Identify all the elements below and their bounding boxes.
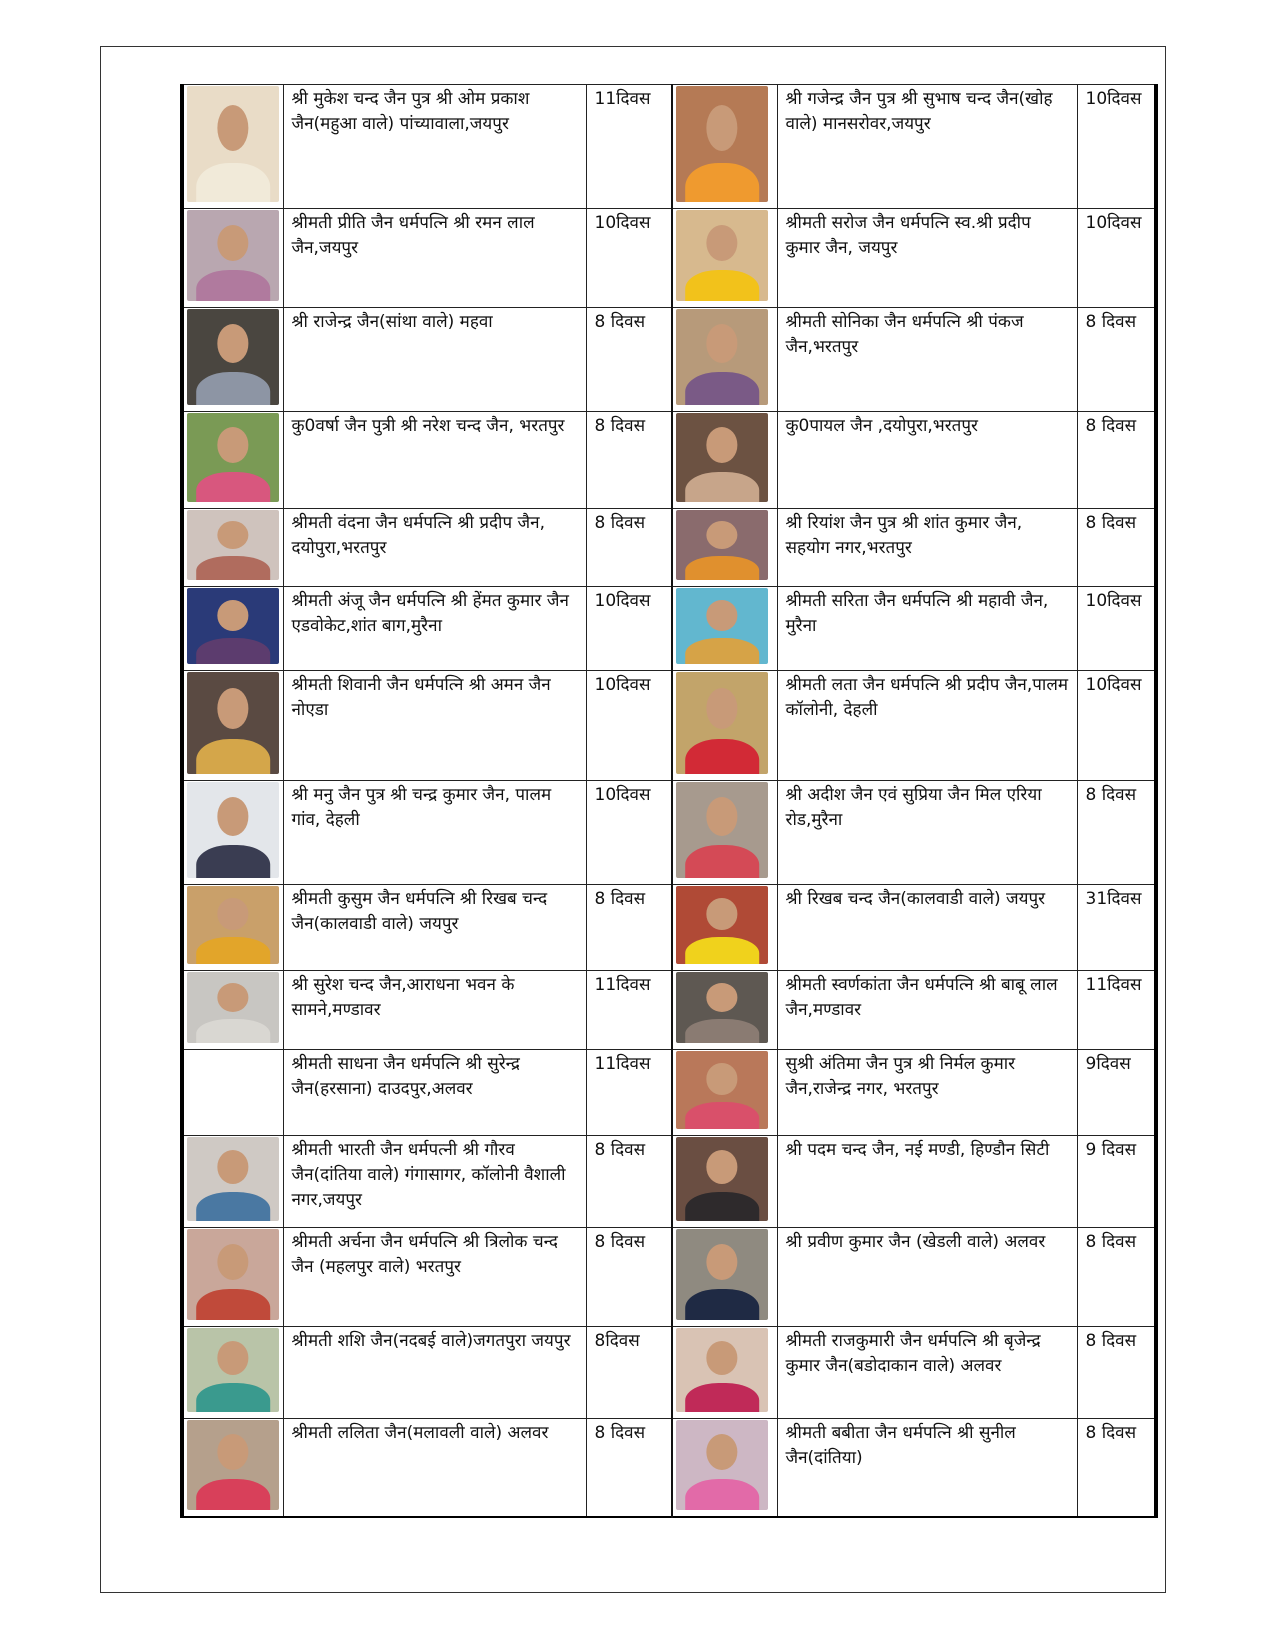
person-photo [187,510,279,580]
table-row [182,885,1156,971]
left-name-cell: श्रीमती शशि जैन(नदबई वाले)जगतपुरा जयपुर [283,1327,586,1419]
photo-head-shape [217,324,248,362]
left-days-cell: 10दिवस [586,671,672,781]
photo-head-shape [706,427,737,463]
photo-torso-shape [196,556,270,580]
person-photo [676,510,768,580]
photo-head-shape [706,898,737,929]
photo-head-shape [706,105,737,151]
photo-head-shape [706,983,737,1011]
roster-table [180,84,1158,1518]
right-photo-cell [672,1419,777,1517]
left-name-cell: श्री सुरेश चन्द जैन,आराधना भवन के सामने,मण्डावर [283,971,586,1050]
photo-head-shape [217,797,248,835]
right-photo-cell [672,1228,777,1327]
photo-head-shape [217,898,248,929]
left-photo-cell [182,1228,283,1327]
right-photo-cell [672,781,777,885]
photo-head-shape [706,600,737,630]
right-days-cell: 31दिवस [1077,885,1156,971]
left-photo-cell [182,671,283,781]
left-days-cell: 8 दिवस [586,1136,672,1228]
right-photo-cell [672,209,777,308]
photo-torso-shape [196,845,270,878]
right-name-cell: श्रीमती सरिता जैन धर्मपत्नि श्री महावी जैन, मुरैना [777,587,1077,671]
photo-head-shape [706,1063,737,1094]
right-name-cell: कु0पायल जैन ,दयोपुरा,भरतपुर [777,412,1077,509]
photo-head-shape [217,1244,248,1280]
right-photo-cell [672,308,777,412]
left-name-cell: श्रीमती प्रीति जैन धर्मपत्नि श्री रमन लाल जैन,जयपुर [283,209,586,308]
person-photo [676,672,768,774]
left-name-cell: श्री मनु जैन पुत्र श्री चन्द्र कुमार जैन, पालम गांव, देहली [283,781,586,885]
table-row [182,1228,1156,1327]
left-days-cell: 11दिवस [586,85,672,209]
right-name-cell: श्रीमती बबीता जैन धर्मपत्नि श्री सुनील जैन(दांतिया) [777,1419,1077,1517]
photo-torso-shape [196,739,270,774]
table-row [182,971,1156,1050]
left-name-cell: श्रीमती वंदना जैन धर्मपत्नि श्री प्रदीप जैन, दयोपुरा,भरतपुर [283,509,586,587]
right-days-cell: 10दिवस [1077,587,1156,671]
right-photo-cell [672,971,777,1050]
person-photo [676,309,768,405]
left-photo-cell [182,308,283,412]
right-name-cell: श्री प्रवीण कुमार जैन (खेडली वाले) अलवर [777,1228,1077,1327]
photo-head-shape [706,1244,737,1280]
right-name-cell: श्री रिखब चन्द जैन(कालवाडी वाले) जयपुर [777,885,1077,971]
left-days-cell: 10दिवस [586,209,672,308]
right-days-cell: 8 दिवस [1077,308,1156,412]
photo-torso-shape [196,472,270,502]
person-photo [187,886,279,964]
photo-torso-shape [685,845,759,878]
photo-torso-shape [685,1192,759,1221]
photo-head-shape [706,1150,737,1184]
left-photo-cell [182,971,283,1050]
right-name-cell: श्रीमती सोनिका जैन धर्मपत्नि श्री पंकज जैन,भरतपुर [777,308,1077,412]
table-row [182,509,1156,587]
right-days-cell: 10दिवस [1077,85,1156,209]
right-days-cell: 8 दिवस [1077,1228,1156,1327]
photo-head-shape [217,1341,248,1375]
person-photo [187,782,279,878]
right-photo-cell [672,1327,777,1419]
person-photo [187,672,279,774]
photo-head-shape [706,1341,737,1375]
photo-torso-shape [685,937,759,964]
left-name-cell: श्रीमती शिवानी जैन धर्मपत्नि श्री अमन जैन नोएडा [283,671,586,781]
roster-table-wrap [180,84,1154,1518]
table-row [182,1419,1156,1517]
left-name-cell: श्रीमती अंजू जैन धर्मपत्नि श्री हेंमत कुमार जैन एडवोकेट,शांत बाग,मुरैना [283,587,586,671]
right-name-cell: श्रीमती लता जैन धर्मपत्नि श्री प्रदीप जैन,पालम कॉलोनी, देहली [777,671,1077,781]
left-photo-cell [182,85,283,209]
left-photo-cell [182,587,283,671]
table-row [182,781,1156,885]
person-photo [187,1229,279,1320]
photo-head-shape [217,105,248,151]
right-name-cell: श्री गजेन्द्र जैन पुत्र श्री सुभाष चन्द जैन(खोह वाले) मानसरोवर,जयपुर [777,85,1077,209]
photo-torso-shape [685,1479,759,1510]
right-photo-cell [672,412,777,509]
left-name-cell: श्रीमती कुसुम जैन धर्मपत्नि श्री रिखब चन्द जैन(कालवाडी वाले) जयपुर [283,885,586,971]
right-days-cell: 8 दिवस [1077,1419,1156,1517]
left-name-cell: श्रीमती साधना जैन धर्मपत्नि श्री सुरेन्द्र जैन(हरसाना) दाउदपुर,अलवर [283,1050,586,1136]
right-photo-cell [672,1050,777,1136]
photo-head-shape [217,688,248,729]
photo-head-shape [217,521,248,549]
photo-torso-shape [685,638,759,664]
photo-torso-shape [196,937,270,964]
right-days-cell: 10दिवस [1077,209,1156,308]
photo-head-shape [217,225,248,261]
table-row [182,671,1156,781]
person-photo [676,1137,768,1221]
table-row [182,587,1156,671]
left-days-cell: 8 दिवस [586,412,672,509]
photo-torso-shape [685,739,759,774]
right-days-cell: 8 दिवस [1077,1327,1156,1419]
person-photo [187,972,279,1043]
right-name-cell: श्री पदम चन्द जैन, नई मण्डी, हिण्डौन सिटी [777,1136,1077,1228]
left-name-cell: कु0वर्षा जैन पुत्री श्री नरेश चन्द जैन, भरतपुर [283,412,586,509]
table-row [182,308,1156,412]
person-photo [187,86,279,202]
person-photo [187,588,279,664]
left-photo-cell [182,1136,283,1228]
photo-torso-shape [196,638,270,664]
person-photo [187,1328,279,1412]
photo-torso-shape [685,1289,759,1320]
left-days-cell: 8 दिवस [586,1228,672,1327]
photo-head-shape [217,427,248,463]
photo-torso-shape [196,1019,270,1043]
person-photo [676,86,768,202]
person-photo [676,1420,768,1510]
right-photo-cell [672,885,777,971]
photo-torso-shape [685,1102,759,1129]
left-photo-cell [182,1419,283,1517]
left-days-cell: 11दिवस [586,1050,672,1136]
left-days-cell: 8 दिवस [586,509,672,587]
right-name-cell: श्रीमती राजकुमारी जैन धर्मपत्नि श्री बृजेन्द्र कुमार जैन(बडोदाकान वाले) अलवर [777,1327,1077,1419]
table-row [182,1050,1156,1136]
photo-torso-shape [196,1289,270,1320]
left-photo-cell [182,1327,283,1419]
photo-head-shape [217,1434,248,1470]
photo-torso-shape [685,472,759,502]
person-photo [676,413,768,502]
photo-torso-shape [196,372,270,405]
right-name-cell: श्री अदीश जैन एवं सुप्रिया जैन मिल एरिया रोड,मुरैना [777,781,1077,885]
person-photo [187,1137,279,1221]
left-days-cell: 10दिवस [586,781,672,885]
person-photo [676,972,768,1043]
left-name-cell: श्री मुकेश चन्द जैन पुत्र श्री ओम प्रकाश जैन(महुआ वाले) पांच्यावाला,जयपुर [283,85,586,209]
left-photo-cell [182,1050,283,1136]
left-photo-cell [182,509,283,587]
right-photo-cell [672,671,777,781]
left-days-cell: 8 दिवस [586,308,672,412]
right-days-cell: 10दिवस [1077,671,1156,781]
photo-head-shape [706,797,737,835]
table-row [182,209,1156,308]
left-name-cell: श्रीमती भारती जैन धर्मपत्नी श्री गौरव जैन(दांतिया वाले) गंगासागर, कॉलोनी वैशाली नगर,जयपुर [283,1136,586,1228]
left-days-cell: 8 दिवस [586,885,672,971]
table-row [182,1136,1156,1228]
right-days-cell: 9 दिवस [1077,1136,1156,1228]
photo-torso-shape [685,556,759,580]
photo-torso-shape [685,1383,759,1412]
left-name-cell: श्री राजेन्द्र जैन(सांथा वाले) महवा [283,308,586,412]
left-photo-cell [182,412,283,509]
person-photo [187,210,279,301]
right-days-cell: 8 दिवस [1077,781,1156,885]
photo-head-shape [217,1150,248,1184]
right-days-cell: 8 दिवस [1077,509,1156,587]
table-row [182,1327,1156,1419]
photo-head-shape [217,600,248,630]
photo-torso-shape [196,1383,270,1412]
right-photo-cell [672,1136,777,1228]
photo-torso-shape [685,270,759,301]
right-name-cell: श्री रियांश जैन पुत्र श्री शांत कुमार जैन, सहयोग नगर,भरतपुर [777,509,1077,587]
left-days-cell: 8दिवस [586,1327,672,1419]
photo-head-shape [706,324,737,362]
photo-torso-shape [685,372,759,405]
table-row [182,412,1156,509]
person-photo [676,1229,768,1320]
photo-torso-shape [196,163,270,202]
left-photo-cell [182,781,283,885]
right-days-cell: 9दिवस [1077,1050,1156,1136]
person-photo [676,1051,768,1129]
photo-torso-shape [685,1019,759,1043]
left-days-cell: 8 दिवस [586,1419,672,1517]
left-days-cell: 11दिवस [586,971,672,1050]
right-name-cell: श्रीमती स्वर्णकांता जैन धर्मपत्नि श्री बाबू लाल जैन,मण्डावर [777,971,1077,1050]
person-photo [676,588,768,664]
person-photo [676,210,768,301]
person-photo [676,886,768,964]
left-name-cell: श्रीमती ललिता जैन(मलावली वाले) अलवर [283,1419,586,1517]
person-photo [676,782,768,878]
left-photo-cell [182,885,283,971]
person-photo [676,1328,768,1412]
right-photo-cell [672,509,777,587]
person-photo [187,413,279,502]
photo-head-shape [706,225,737,261]
photo-torso-shape [196,270,270,301]
person-photo [187,1420,279,1510]
photo-head-shape [706,521,737,549]
table-row [182,85,1156,209]
left-name-cell: श्रीमती अर्चना जैन धर्मपत्नि श्री त्रिलोक चन्द जैन (महलपुर वाले) भरतपुर [283,1228,586,1327]
photo-head-shape [706,1434,737,1470]
photo-head-shape [217,983,248,1011]
right-days-cell: 11दिवस [1077,971,1156,1050]
right-photo-cell [672,85,777,209]
person-photo [187,309,279,405]
photo-head-shape [706,688,737,729]
right-name-cell: सुश्री अंतिमा जैन पुत्र श्री निर्मल कुमार जैन,राजेन्द्र नगर, भरतपुर [777,1050,1077,1136]
right-days-cell: 8 दिवस [1077,412,1156,509]
left-days-cell: 10दिवस [586,587,672,671]
photo-torso-shape [196,1479,270,1510]
right-name-cell: श्रीमती सरोज जैन धर्मपत्नि स्व.श्री प्रदीप कुमार जैन, जयपुर [777,209,1077,308]
photo-torso-shape [685,163,759,202]
right-photo-cell [672,587,777,671]
photo-torso-shape [196,1192,270,1221]
roster-body [182,85,1156,1517]
left-photo-cell [182,209,283,308]
